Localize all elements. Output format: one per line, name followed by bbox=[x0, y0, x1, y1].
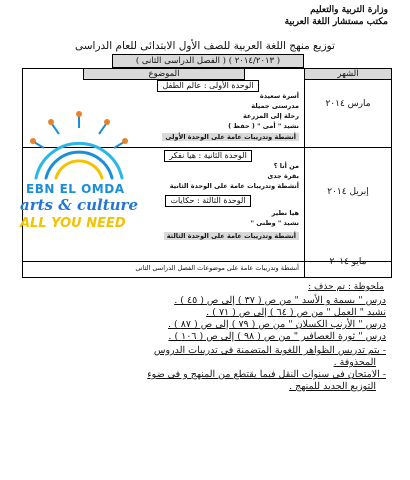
document-subtitle: ( ٢٠١٤/٢٠١٣ ) ( الفصل الدراسى الثانى ) bbox=[112, 54, 304, 68]
review-cell bbox=[162, 132, 299, 142]
deleted-lesson: درس " الأرنب الكسلان " من ص ( ٧٩ ) إلى ص ( ٨٧ ) . bbox=[168, 319, 386, 330]
lesson-item: هيا نطير bbox=[271, 209, 299, 217]
lesson-item: مدرستى جميلة bbox=[251, 102, 299, 110]
month-may: مايو ٢٠١٤ bbox=[329, 257, 367, 267]
lesson-list bbox=[170, 161, 299, 191]
header-month: الشهر bbox=[305, 69, 391, 80]
ministry-name: وزارة التربية والتعليم bbox=[310, 5, 388, 15]
lesson-item: بقرة جدى bbox=[267, 172, 299, 180]
month-march: مارس ٢٠١٤ bbox=[325, 99, 371, 109]
lesson-item: رحلة إلى المزرعة bbox=[243, 112, 299, 120]
watermark-line2: arts & culture bbox=[20, 196, 139, 214]
month-april: إبريل ٢٠١٤ bbox=[327, 187, 369, 197]
document-title: توزيع منهج اللغة العربية للصف الأول الابتدائى للعام الدراسى bbox=[75, 40, 335, 52]
review-cell bbox=[164, 231, 299, 241]
note-line: - الامتحان فى سنوات النقل فيما يقتطع من المنهج و فى ضوء bbox=[147, 369, 386, 380]
deleted-lesson: نشيد " العمل " من ص ( ٦٤ ) إلى ص ( ٧١ ) . bbox=[206, 307, 386, 318]
watermark-line3: ALL YOU NEED bbox=[20, 216, 126, 231]
lesson-list bbox=[228, 91, 299, 131]
lesson-item: أسرة سعيدة bbox=[259, 92, 299, 100]
lesson-list bbox=[251, 208, 299, 228]
extra-notes bbox=[26, 345, 386, 393]
ministry-header bbox=[285, 4, 388, 28]
lesson-item: نشيد " وطنى " bbox=[250, 219, 299, 227]
review-item: أنشطة وتدريبات عامة على الوحدة الأولى bbox=[162, 133, 299, 141]
deleted-lesson: درس " ثورة العصافير " من ص ( ٩٨ ) إلى ص ( ١٠٦ ) . bbox=[168, 331, 386, 342]
review-item: أنشطة وتدريبات عامة على موضوعات الفصل الدراسى الثانى bbox=[135, 264, 299, 272]
office-name: مكتب مستشار اللغة العربية bbox=[284, 17, 388, 27]
unit-title: الوحدة الأولى : عالم الطفل bbox=[157, 80, 258, 92]
lesson-item: من أنا ؟ bbox=[273, 162, 299, 170]
lesson-item: نشيد " أمى " ( حفظ ) bbox=[228, 122, 299, 130]
note-line: المحذوفة . bbox=[333, 357, 376, 368]
deleted-lesson: درس " بسمة و الأسد " من ص ( ٣٧ ) إلى ص ( ٤٥ ) . bbox=[174, 295, 386, 306]
watermark-line1: EBN EL OMDA bbox=[26, 182, 125, 196]
review-item: أنشطة وتدريبات عامة على الوحدة الثالثة bbox=[164, 232, 299, 240]
unit-title: الوحدة الثانية : هيا نفكر bbox=[164, 150, 252, 162]
header-topic: الموضوع bbox=[83, 69, 245, 80]
review-item: أنشطة وتدريبات عامة على الوحدة الثانية bbox=[169, 182, 299, 190]
note-line: - يتم تدريس الظواهر اللغوية المتضمنة فى تدريبات الدروس bbox=[153, 345, 386, 356]
unit-title-cell bbox=[123, 195, 293, 207]
unit-title: الوحدة الثالثة : حكايات bbox=[165, 195, 250, 207]
deleted-lessons-list bbox=[26, 295, 386, 343]
note-line: التوزيع الجديد للمنهج . bbox=[289, 381, 376, 392]
notes-label: ملحوظة : تم حذف : bbox=[308, 282, 384, 292]
